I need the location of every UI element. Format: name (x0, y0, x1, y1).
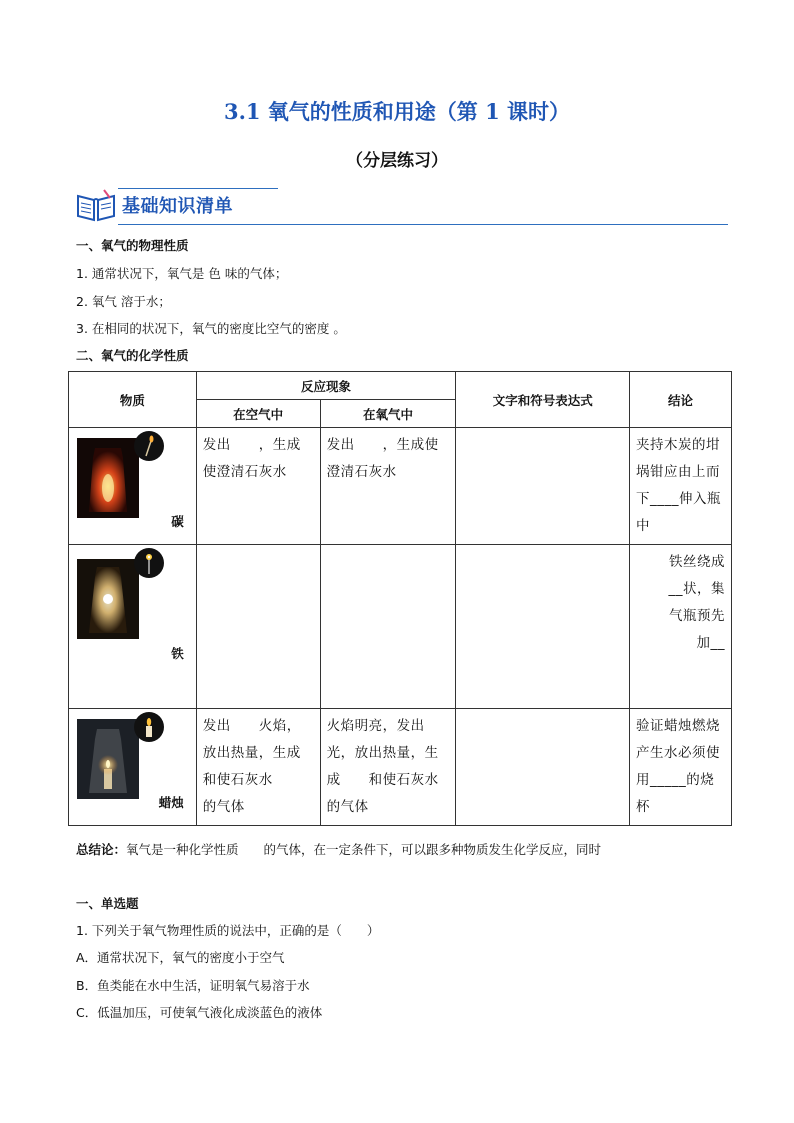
question-1-option-c: C．低温加压，可使氧气液化成淡蓝色的液体 (76, 1005, 323, 1020)
substance-name-candle: 蜡烛 (158, 795, 184, 810)
banner-top-rule (118, 188, 278, 189)
page-title: 3.1 氧气的性质和用途（第 1 课时） (223, 99, 571, 124)
substance-cell-iron (69, 545, 197, 709)
header-expression: 文字和符号表达式 (456, 372, 630, 428)
question-1-option-a: A．通常状况下，氧气的密度小于空气 (76, 950, 285, 965)
iron-conclusion-cell: 铁丝绕成__状，集气瓶预先加__ (630, 545, 732, 709)
candle-in-oxygen-cell: 火焰明亮，发出 光，放出热量，生成 和使石灰水 的气体 (320, 709, 456, 826)
carbon-expression-cell (456, 428, 630, 545)
header-in-air: 在空气中 (196, 400, 320, 428)
candle-in-air-cell: 发出 火焰，放出热量，生成 和使石灰水 的气体 (196, 709, 320, 826)
summary-line (76, 840, 601, 858)
carbon-jar-photo (77, 438, 139, 518)
section2-heading: 二、氧气的化学性质 (76, 348, 189, 363)
candle-expression-cell (456, 709, 630, 826)
candle-conclusion-cell: 验证蜡烛燃烧产生水必须使用_____的烧杯 (630, 709, 732, 826)
carbon-in-air-cell: 发出 ，生成使澄清石灰水 (196, 428, 320, 545)
section1-line2: 2. 氧气 溶于水； (76, 294, 171, 309)
section1-heading: 一、氧气的物理性质 (76, 238, 189, 253)
banner-rule (118, 224, 728, 225)
question-1-option-b: B．鱼类能在水中生活，证明氧气易溶于水 (76, 978, 310, 993)
candle-jar-photo (77, 719, 139, 799)
banner-label: 基础知识清单 (122, 196, 233, 217)
question-1: 1. 下列关于氧气物理性质的说法中，正确的是（ ） (76, 923, 380, 938)
header-conclusion: 结论 (630, 372, 732, 428)
match-flame-icon (133, 430, 165, 462)
substance-name-iron: 铁 (171, 646, 184, 661)
candle-icon (133, 711, 165, 743)
open-book-icon (74, 188, 118, 224)
substance-cell-candle (69, 709, 197, 826)
carbon-conclusion-cell: 夹持木炭的坩埚钳应由上而下____伸入瓶中 (630, 428, 732, 545)
substance-cell-carbon (69, 428, 197, 545)
section1-line3: 3. 在相同的状况下，氧气的密度比空气的密度 。 (76, 321, 346, 336)
iron-jar-photo (77, 559, 139, 639)
summary-label: 总结论： (76, 842, 127, 857)
section1-line1: 1. 通常状况下，氧气是 色 味的气体； (76, 266, 288, 281)
substance-name-carbon: 碳 (171, 514, 184, 529)
header-in-oxygen: 在氧气中 (320, 400, 456, 428)
header-substance: 物质 (69, 372, 197, 428)
iron-in-air-cell (196, 545, 320, 709)
questions-heading: 一、单选题 (76, 896, 139, 911)
header-phenomenon: 反应现象 (196, 372, 456, 400)
summary-text: 氧气是一种化学性质 的气体，在一定条件下，可以跟多种物质发生化学反应，同时 (126, 842, 602, 857)
iron-expression-cell (456, 545, 630, 709)
oxygen-properties-table (68, 371, 732, 826)
carbon-in-oxygen-cell: 发出 ，生成使澄清石灰水 (320, 428, 456, 545)
iron-in-oxygen-cell (320, 545, 456, 709)
page-subtitle: （分层练习） (346, 151, 448, 171)
sparkler-icon (133, 547, 165, 579)
section-banner (74, 186, 728, 228)
